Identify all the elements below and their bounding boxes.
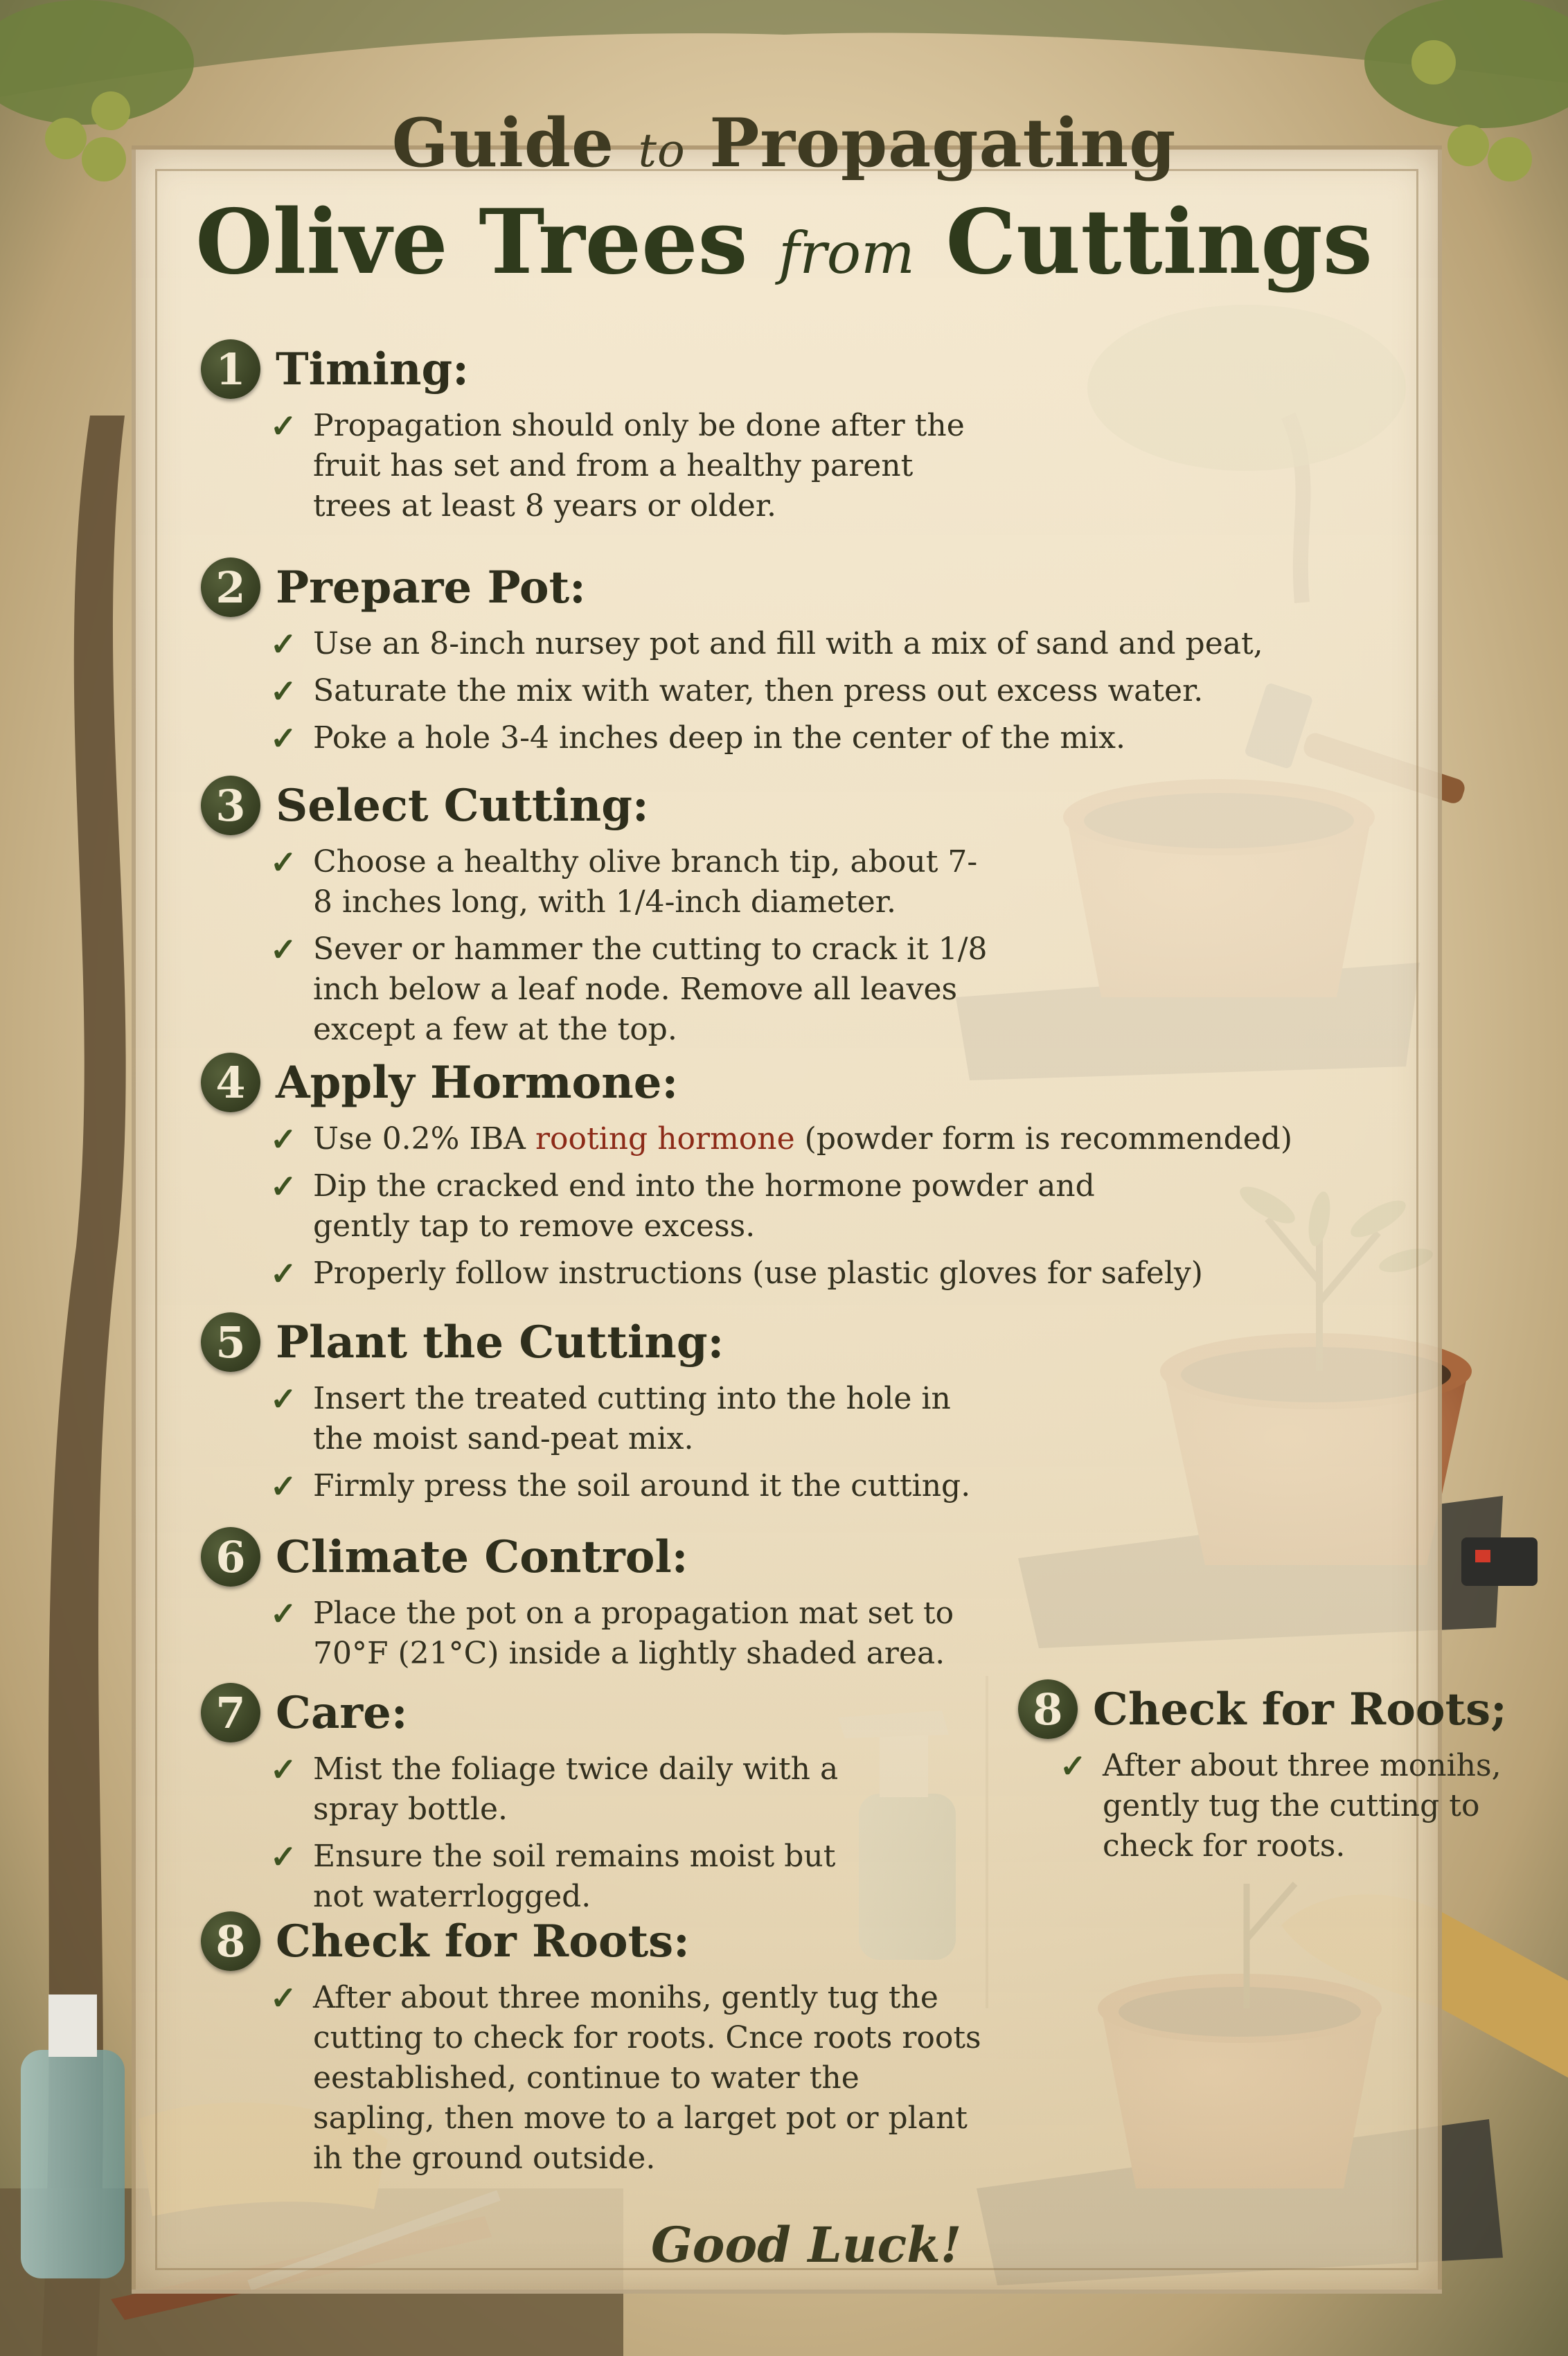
- step-bullet: ✓ Use 0.2% IBA rooting hormone (powder form is recommended): [270, 1121, 1293, 1158]
- step-care: [201, 1683, 859, 1924]
- title-word: Propagating: [709, 104, 1177, 182]
- step-climate-control: [201, 1527, 983, 1681]
- step-bullet: ✓ Insert the treated cutting into the hole in the moist sand-peat mix.: [270, 1380, 951, 1456]
- step-number: 8: [1018, 1679, 1078, 1739]
- step-bullet: ✓ Place the pot on a propagation mat set to 70°F (21°C) inside a lightly shaded area.: [270, 1595, 954, 1671]
- step-number: 1: [201, 339, 260, 399]
- step-bullet: ✓ Ensure the soil remains moist but not waterrlogged.: [270, 1838, 836, 1914]
- step-title: Climate Control:: [276, 1530, 688, 1583]
- check-icon: ✓: [270, 1751, 297, 1788]
- check-icon: ✓: [270, 407, 297, 445]
- step-title: Check for Roots;: [1093, 1683, 1507, 1735]
- step-bullet: ✓ Use an 8-inch nursey pot and fill with a mix of sand and peat,: [270, 625, 1263, 663]
- title-word: Guide: [391, 104, 615, 182]
- step-apply-hormone: [201, 1053, 1413, 1301]
- check-icon: ✓: [270, 844, 297, 881]
- check-icon: ✓: [270, 1595, 297, 1632]
- title-word: to: [638, 124, 686, 177]
- check-icon: ✓: [1060, 1747, 1087, 1785]
- title-word: Cuttings: [945, 190, 1373, 294]
- highlight-text: rooting hormone: [535, 1121, 795, 1157]
- step-title: Timing:: [276, 343, 469, 395]
- step-number: 5: [201, 1312, 260, 1372]
- step-bullet: ✓ Sever or hammer the cutting to crack it 1/8 inch below a leaf node. Remove all leaves except a few at the top.: [270, 931, 988, 1047]
- check-icon: ✓: [270, 672, 297, 710]
- step-number: 3: [201, 776, 260, 835]
- step-prepare-pot: [201, 557, 1309, 765]
- check-icon: ✓: [270, 1255, 297, 1292]
- step-number: 7: [201, 1683, 260, 1742]
- step-bullet: ✓ After about three monihs, gently tug the cutting to check for roots. Cnce roots roots eestablished, continue to water the sapling, then move to a larget pot or plant ih the ground outside.: [270, 1979, 981, 2176]
- step-number: 6: [201, 1527, 260, 1587]
- step-number: 8: [201, 1911, 260, 1971]
- title-word: Olive Trees: [195, 190, 748, 294]
- check-icon: ✓: [270, 720, 297, 757]
- page-title: [0, 104, 1568, 294]
- step-number: 4: [201, 1053, 260, 1112]
- step-bullet: ✓ Choose a healthy olive branch tip, about 7-8 inches long, with 1/4-inch diameter.: [270, 844, 978, 920]
- step-title: Select Cutting:: [276, 779, 649, 832]
- step-title: Plant the Cutting:: [276, 1316, 724, 1368]
- check-icon: ✓: [270, 1467, 297, 1505]
- step-title: Check for Roots:: [276, 1915, 690, 1967]
- check-icon: ✓: [270, 1979, 297, 2017]
- title-word: from: [778, 221, 915, 287]
- check-icon: ✓: [270, 931, 297, 968]
- check-icon: ✓: [270, 1168, 297, 1205]
- check-icon: ✓: [270, 625, 297, 663]
- step-bullet: ✓ Mist the foliage twice daily with a spray bottle.: [270, 1751, 839, 1827]
- step-title: Prepare Pot:: [276, 561, 586, 614]
- check-icon: ✓: [270, 1838, 297, 1875]
- step-title: Apply Hormone:: [276, 1056, 679, 1109]
- step-check-roots-sidebar: [1018, 1679, 1531, 1873]
- step-number: 2: [201, 557, 260, 617]
- step-title: Care:: [276, 1686, 408, 1739]
- step-select-cutting: [201, 776, 990, 1057]
- step-bullet: ✓ Firmly press the soil around it the cutting.: [270, 1467, 971, 1505]
- footer-sign-off: Good Luck!: [651, 2216, 962, 2274]
- step-timing: [201, 339, 997, 533]
- check-icon: ✓: [270, 1380, 297, 1418]
- check-icon: ✓: [270, 1121, 297, 1158]
- step-plant-cutting: [201, 1312, 983, 1513]
- step-bullet: ✓ Dip the cracked end into the hormone powder and gently tap to remove excess.: [270, 1168, 1095, 1244]
- step-bullet: ✓ Saturate the mix with water, then press out excess water.: [270, 672, 1204, 710]
- step-bullet: ✓ Propagation should only be done after the fruit has set and from a healthy parent trees at least 8 years or older.: [270, 407, 965, 524]
- step-check-roots: [201, 1911, 983, 2186]
- step-bullet: ✓ After about three monihs, gently tug the cutting to check for roots.: [1060, 1747, 1502, 1864]
- step-bullet: ✓ Properly follow instructions (use plastic gloves for safely): [270, 1255, 1203, 1292]
- step-bullet: ✓ Poke a hole 3-4 inches deep in the center of the mix.: [270, 720, 1125, 757]
